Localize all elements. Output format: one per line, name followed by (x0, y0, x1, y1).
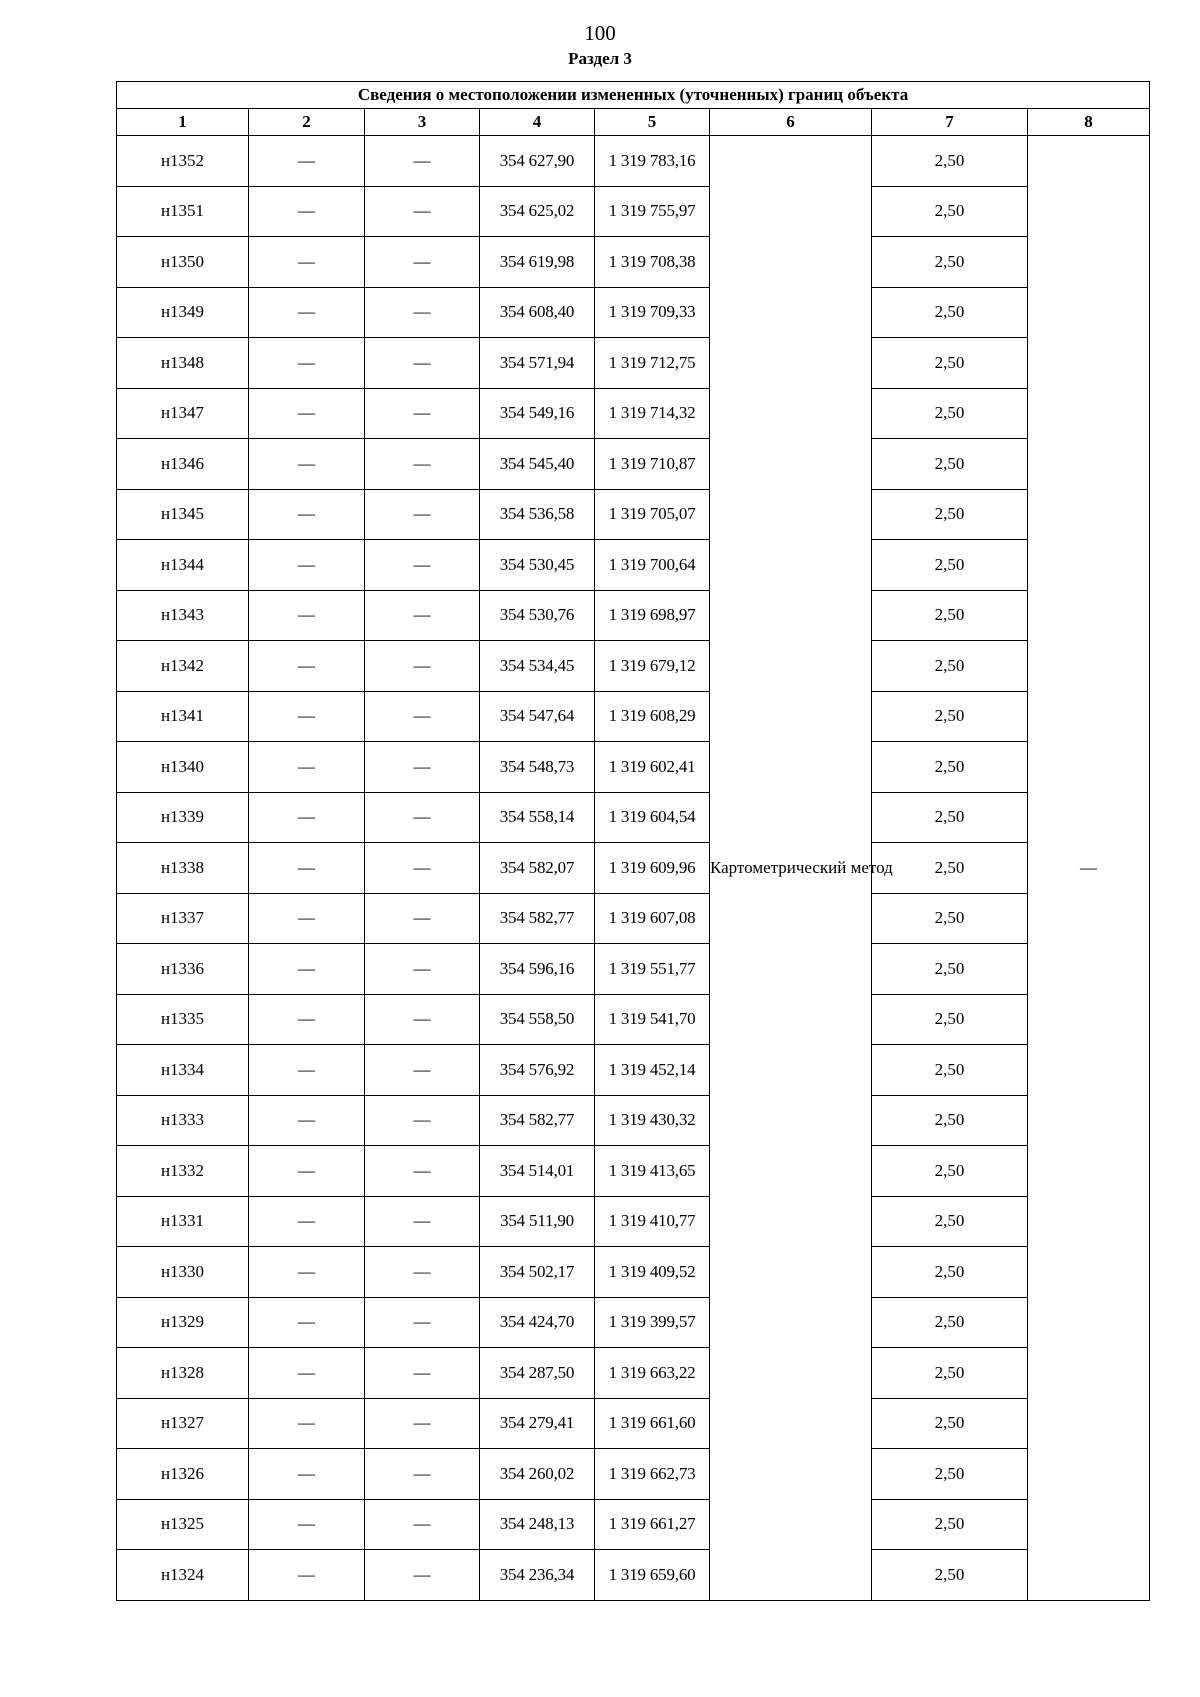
col3-cell: — (365, 489, 480, 540)
y-coordinate-cell: 1 319 604,54 (595, 792, 710, 843)
point-name-cell: н1350 (117, 237, 249, 288)
col3-cell: — (365, 641, 480, 692)
table-row (117, 1095, 1150, 1146)
x-coordinate-cell: 354 558,14 (480, 792, 595, 843)
x-coordinate-cell: 354 530,45 (480, 540, 595, 591)
point-name-cell: н1348 (117, 338, 249, 389)
col3-cell: — (365, 742, 480, 793)
accuracy-cell: 2,50 (872, 1499, 1028, 1550)
y-coordinate-cell: 1 319 705,07 (595, 489, 710, 540)
table-row (117, 1146, 1150, 1197)
accuracy-cell: 2,50 (872, 893, 1028, 944)
x-coordinate-cell: 354 582,77 (480, 1095, 595, 1146)
col2-cell: — (249, 1146, 365, 1197)
col2-cell: — (249, 944, 365, 995)
col3-cell: — (365, 792, 480, 843)
accuracy-cell: 2,50 (872, 540, 1028, 591)
col3-cell: — (365, 691, 480, 742)
accuracy-cell: 2,50 (872, 388, 1028, 439)
table-row (117, 1196, 1150, 1247)
col3-cell: — (365, 186, 480, 237)
column-numbers-row (117, 109, 1150, 136)
table-row (117, 439, 1150, 490)
table-row (117, 186, 1150, 237)
y-coordinate-cell: 1 319 659,60 (595, 1550, 710, 1601)
point-name-cell: н1349 (117, 287, 249, 338)
col3-cell: — (365, 994, 480, 1045)
x-coordinate-cell: 354 545,40 (480, 439, 595, 490)
col3-cell: — (365, 1449, 480, 1500)
y-coordinate-cell: 1 319 609,96 (595, 843, 710, 894)
accuracy-cell: 2,50 (872, 287, 1028, 338)
point-name-cell: н1331 (117, 1196, 249, 1247)
table-row (117, 1045, 1150, 1096)
point-name-cell: н1329 (117, 1297, 249, 1348)
point-name-cell: н1346 (117, 439, 249, 490)
y-coordinate-cell: 1 319 661,60 (595, 1398, 710, 1449)
point-name-cell: н1338 (117, 843, 249, 894)
boundary-coordinates-table (116, 81, 1150, 1601)
col3-cell: — (365, 590, 480, 641)
y-coordinate-cell: 1 319 409,52 (595, 1247, 710, 1298)
point-name-cell: н1341 (117, 691, 249, 742)
col3-cell: — (365, 1297, 480, 1348)
table-row (117, 792, 1150, 843)
point-name-cell: н1352 (117, 136, 249, 187)
col2-cell: — (249, 1348, 365, 1399)
x-coordinate-cell: 354 511,90 (480, 1196, 595, 1247)
x-coordinate-cell: 354 248,13 (480, 1499, 595, 1550)
x-coordinate-cell: 354 619,98 (480, 237, 595, 288)
col2-cell: — (249, 1398, 365, 1449)
col2-cell: — (249, 388, 365, 439)
point-name-cell: н1335 (117, 994, 249, 1045)
table-body (117, 136, 1150, 1601)
col2-cell: — (249, 691, 365, 742)
accuracy-cell: 2,50 (872, 691, 1028, 742)
col2-cell: — (249, 1499, 365, 1550)
col2-cell: — (249, 1297, 365, 1348)
table-caption: Сведения о местоположении измененных (уточненных) границ объекта (117, 82, 1150, 109)
x-coordinate-cell: 354 502,17 (480, 1247, 595, 1298)
col3-cell: — (365, 439, 480, 490)
x-coordinate-cell: 354 534,45 (480, 641, 595, 692)
col3-cell: — (365, 1348, 480, 1399)
section-title: Раздел 3 (568, 49, 632, 68)
column-number-4: 4 (480, 109, 595, 136)
accuracy-cell: 2,50 (872, 1196, 1028, 1247)
x-coordinate-cell: 354 536,58 (480, 489, 595, 540)
accuracy-cell: 2,50 (872, 439, 1028, 490)
y-coordinate-cell: 1 319 607,08 (595, 893, 710, 944)
x-coordinate-cell: 354 549,16 (480, 388, 595, 439)
col3-cell: — (365, 136, 480, 187)
accuracy-cell: 2,50 (872, 186, 1028, 237)
y-coordinate-cell: 1 319 541,70 (595, 994, 710, 1045)
y-coordinate-cell: 1 319 413,65 (595, 1146, 710, 1197)
column-number-8: 8 (1028, 109, 1150, 136)
point-name-cell: н1325 (117, 1499, 249, 1550)
y-coordinate-cell: 1 319 709,33 (595, 287, 710, 338)
col2-cell: — (249, 843, 365, 894)
table-row (117, 641, 1150, 692)
point-name-cell: н1326 (117, 1449, 249, 1500)
point-name-cell: н1347 (117, 388, 249, 439)
col2-cell: — (249, 590, 365, 641)
table-row (117, 893, 1150, 944)
accuracy-cell: 2,50 (872, 136, 1028, 187)
col3-cell: — (365, 1499, 480, 1550)
y-coordinate-cell: 1 319 698,97 (595, 590, 710, 641)
col3-cell: — (365, 1095, 480, 1146)
col8-cell: — (1028, 136, 1150, 1601)
col3-cell: — (365, 287, 480, 338)
accuracy-cell: 2,50 (872, 994, 1028, 1045)
point-name-cell: н1344 (117, 540, 249, 591)
table-row (117, 136, 1150, 187)
accuracy-cell: 2,50 (872, 1247, 1028, 1298)
x-coordinate-cell: 354 571,94 (480, 338, 595, 389)
col2-cell: — (249, 186, 365, 237)
y-coordinate-cell: 1 319 551,77 (595, 944, 710, 995)
col3-cell: — (365, 1398, 480, 1449)
column-number-7: 7 (872, 109, 1028, 136)
accuracy-cell: 2,50 (872, 1449, 1028, 1500)
point-name-cell: н1337 (117, 893, 249, 944)
col2-cell: — (249, 1196, 365, 1247)
accuracy-cell: 2,50 (872, 489, 1028, 540)
col2-cell: — (249, 792, 365, 843)
x-coordinate-cell: 354 514,01 (480, 1146, 595, 1197)
column-number-1: 1 (117, 109, 249, 136)
col3-cell: — (365, 338, 480, 389)
table-row (117, 388, 1150, 439)
col3-cell: — (365, 843, 480, 894)
point-name-cell: н1340 (117, 742, 249, 793)
accuracy-cell: 2,50 (872, 1297, 1028, 1348)
table-row (117, 994, 1150, 1045)
col2-cell: — (249, 1550, 365, 1601)
x-coordinate-cell: 354 558,50 (480, 994, 595, 1045)
col3-cell: — (365, 388, 480, 439)
col3-cell: — (365, 1196, 480, 1247)
col2-cell: — (249, 540, 365, 591)
col2-cell: — (249, 136, 365, 187)
col2-cell: — (249, 742, 365, 793)
accuracy-cell: 2,50 (872, 1095, 1028, 1146)
x-coordinate-cell: 354 547,64 (480, 691, 595, 742)
y-coordinate-cell: 1 319 663,22 (595, 1348, 710, 1399)
x-coordinate-cell: 354 548,73 (480, 742, 595, 793)
accuracy-cell: 2,50 (872, 1045, 1028, 1096)
y-coordinate-cell: 1 319 710,87 (595, 439, 710, 490)
x-coordinate-cell: 354 582,07 (480, 843, 595, 894)
y-coordinate-cell: 1 319 661,27 (595, 1499, 710, 1550)
table-row (117, 540, 1150, 591)
accuracy-cell: 2,50 (872, 944, 1028, 995)
x-coordinate-cell: 354 625,02 (480, 186, 595, 237)
y-coordinate-cell: 1 319 608,29 (595, 691, 710, 742)
point-name-cell: н1332 (117, 1146, 249, 1197)
y-coordinate-cell: 1 319 700,64 (595, 540, 710, 591)
accuracy-cell: 2,50 (872, 1146, 1028, 1197)
accuracy-cell: 2,50 (872, 742, 1028, 793)
col2-cell: — (249, 287, 365, 338)
col2-cell: — (249, 1449, 365, 1500)
method-cell: Картометрический метод (710, 136, 872, 1601)
accuracy-cell: 2,50 (872, 641, 1028, 692)
point-name-cell: н1342 (117, 641, 249, 692)
y-coordinate-cell: 1 319 714,32 (595, 388, 710, 439)
col2-cell: — (249, 1247, 365, 1298)
table-row (117, 338, 1150, 389)
table-row (117, 1449, 1150, 1500)
col3-cell: — (365, 1146, 480, 1197)
y-coordinate-cell: 1 319 712,75 (595, 338, 710, 389)
col3-cell: — (365, 1247, 480, 1298)
x-coordinate-cell: 354 260,02 (480, 1449, 595, 1500)
x-coordinate-cell: 354 576,92 (480, 1045, 595, 1096)
x-coordinate-cell: 354 530,76 (480, 590, 595, 641)
table-row (117, 1247, 1150, 1298)
x-coordinate-cell: 354 596,16 (480, 944, 595, 995)
y-coordinate-cell: 1 319 755,97 (595, 186, 710, 237)
y-coordinate-cell: 1 319 410,77 (595, 1196, 710, 1247)
column-number-3: 3 (365, 109, 480, 136)
point-name-cell: н1334 (117, 1045, 249, 1096)
point-name-cell: н1336 (117, 944, 249, 995)
point-name-cell: н1345 (117, 489, 249, 540)
point-name-cell: н1343 (117, 590, 249, 641)
point-name-cell: н1324 (117, 1550, 249, 1601)
table-row (117, 1398, 1150, 1449)
y-coordinate-cell: 1 319 602,41 (595, 742, 710, 793)
col2-cell: — (249, 338, 365, 389)
accuracy-cell: 2,50 (872, 338, 1028, 389)
col3-cell: — (365, 893, 480, 944)
table-row (117, 287, 1150, 338)
col2-cell: — (249, 1095, 365, 1146)
table-row (117, 742, 1150, 793)
col2-cell: — (249, 489, 365, 540)
point-name-cell: н1351 (117, 186, 249, 237)
table-row (117, 489, 1150, 540)
accuracy-cell: 2,50 (872, 1348, 1028, 1399)
x-coordinate-cell: 354 627,90 (480, 136, 595, 187)
col3-cell: — (365, 237, 480, 288)
y-coordinate-cell: 1 319 399,57 (595, 1297, 710, 1348)
column-number-6: 6 (710, 109, 872, 136)
col3-cell: — (365, 540, 480, 591)
col2-cell: — (249, 994, 365, 1045)
col3-cell: — (365, 1045, 480, 1096)
y-coordinate-cell: 1 319 662,73 (595, 1449, 710, 1500)
table-row (117, 1550, 1150, 1601)
point-name-cell: н1327 (117, 1398, 249, 1449)
col2-cell: — (249, 439, 365, 490)
col2-cell: — (249, 893, 365, 944)
col2-cell: — (249, 237, 365, 288)
accuracy-cell: 2,50 (872, 1550, 1028, 1601)
col2-cell: — (249, 641, 365, 692)
col3-cell: — (365, 1550, 480, 1601)
table-row (117, 1348, 1150, 1399)
table-row (117, 1499, 1150, 1550)
accuracy-cell: 2,50 (872, 237, 1028, 288)
accuracy-cell: 2,50 (872, 1398, 1028, 1449)
y-coordinate-cell: 1 319 452,14 (595, 1045, 710, 1096)
col2-cell: — (249, 1045, 365, 1096)
point-name-cell: н1333 (117, 1095, 249, 1146)
y-coordinate-cell: 1 319 708,38 (595, 237, 710, 288)
x-coordinate-cell: 354 424,70 (480, 1297, 595, 1348)
column-number-2: 2 (249, 109, 365, 136)
point-name-cell: н1330 (117, 1247, 249, 1298)
point-name-cell: н1339 (117, 792, 249, 843)
y-coordinate-cell: 1 319 679,12 (595, 641, 710, 692)
accuracy-cell: 2,50 (872, 792, 1028, 843)
table-row (117, 843, 1150, 894)
x-coordinate-cell: 354 608,40 (480, 287, 595, 338)
column-number-5: 5 (595, 109, 710, 136)
table-row (117, 944, 1150, 995)
point-name-cell: н1328 (117, 1348, 249, 1399)
table-row (117, 1297, 1150, 1348)
x-coordinate-cell: 354 582,77 (480, 893, 595, 944)
table-row (117, 590, 1150, 641)
page-number: 100 (584, 21, 616, 45)
x-coordinate-cell: 354 279,41 (480, 1398, 595, 1449)
table-caption-row (117, 82, 1150, 109)
col3-cell: — (365, 944, 480, 995)
accuracy-cell: 2,50 (872, 590, 1028, 641)
y-coordinate-cell: 1 319 783,16 (595, 136, 710, 187)
x-coordinate-cell: 354 236,34 (480, 1550, 595, 1601)
y-coordinate-cell: 1 319 430,32 (595, 1095, 710, 1146)
table-row (117, 237, 1150, 288)
accuracy-cell: 2,50 (872, 843, 1028, 894)
table-row (117, 691, 1150, 742)
x-coordinate-cell: 354 287,50 (480, 1348, 595, 1399)
